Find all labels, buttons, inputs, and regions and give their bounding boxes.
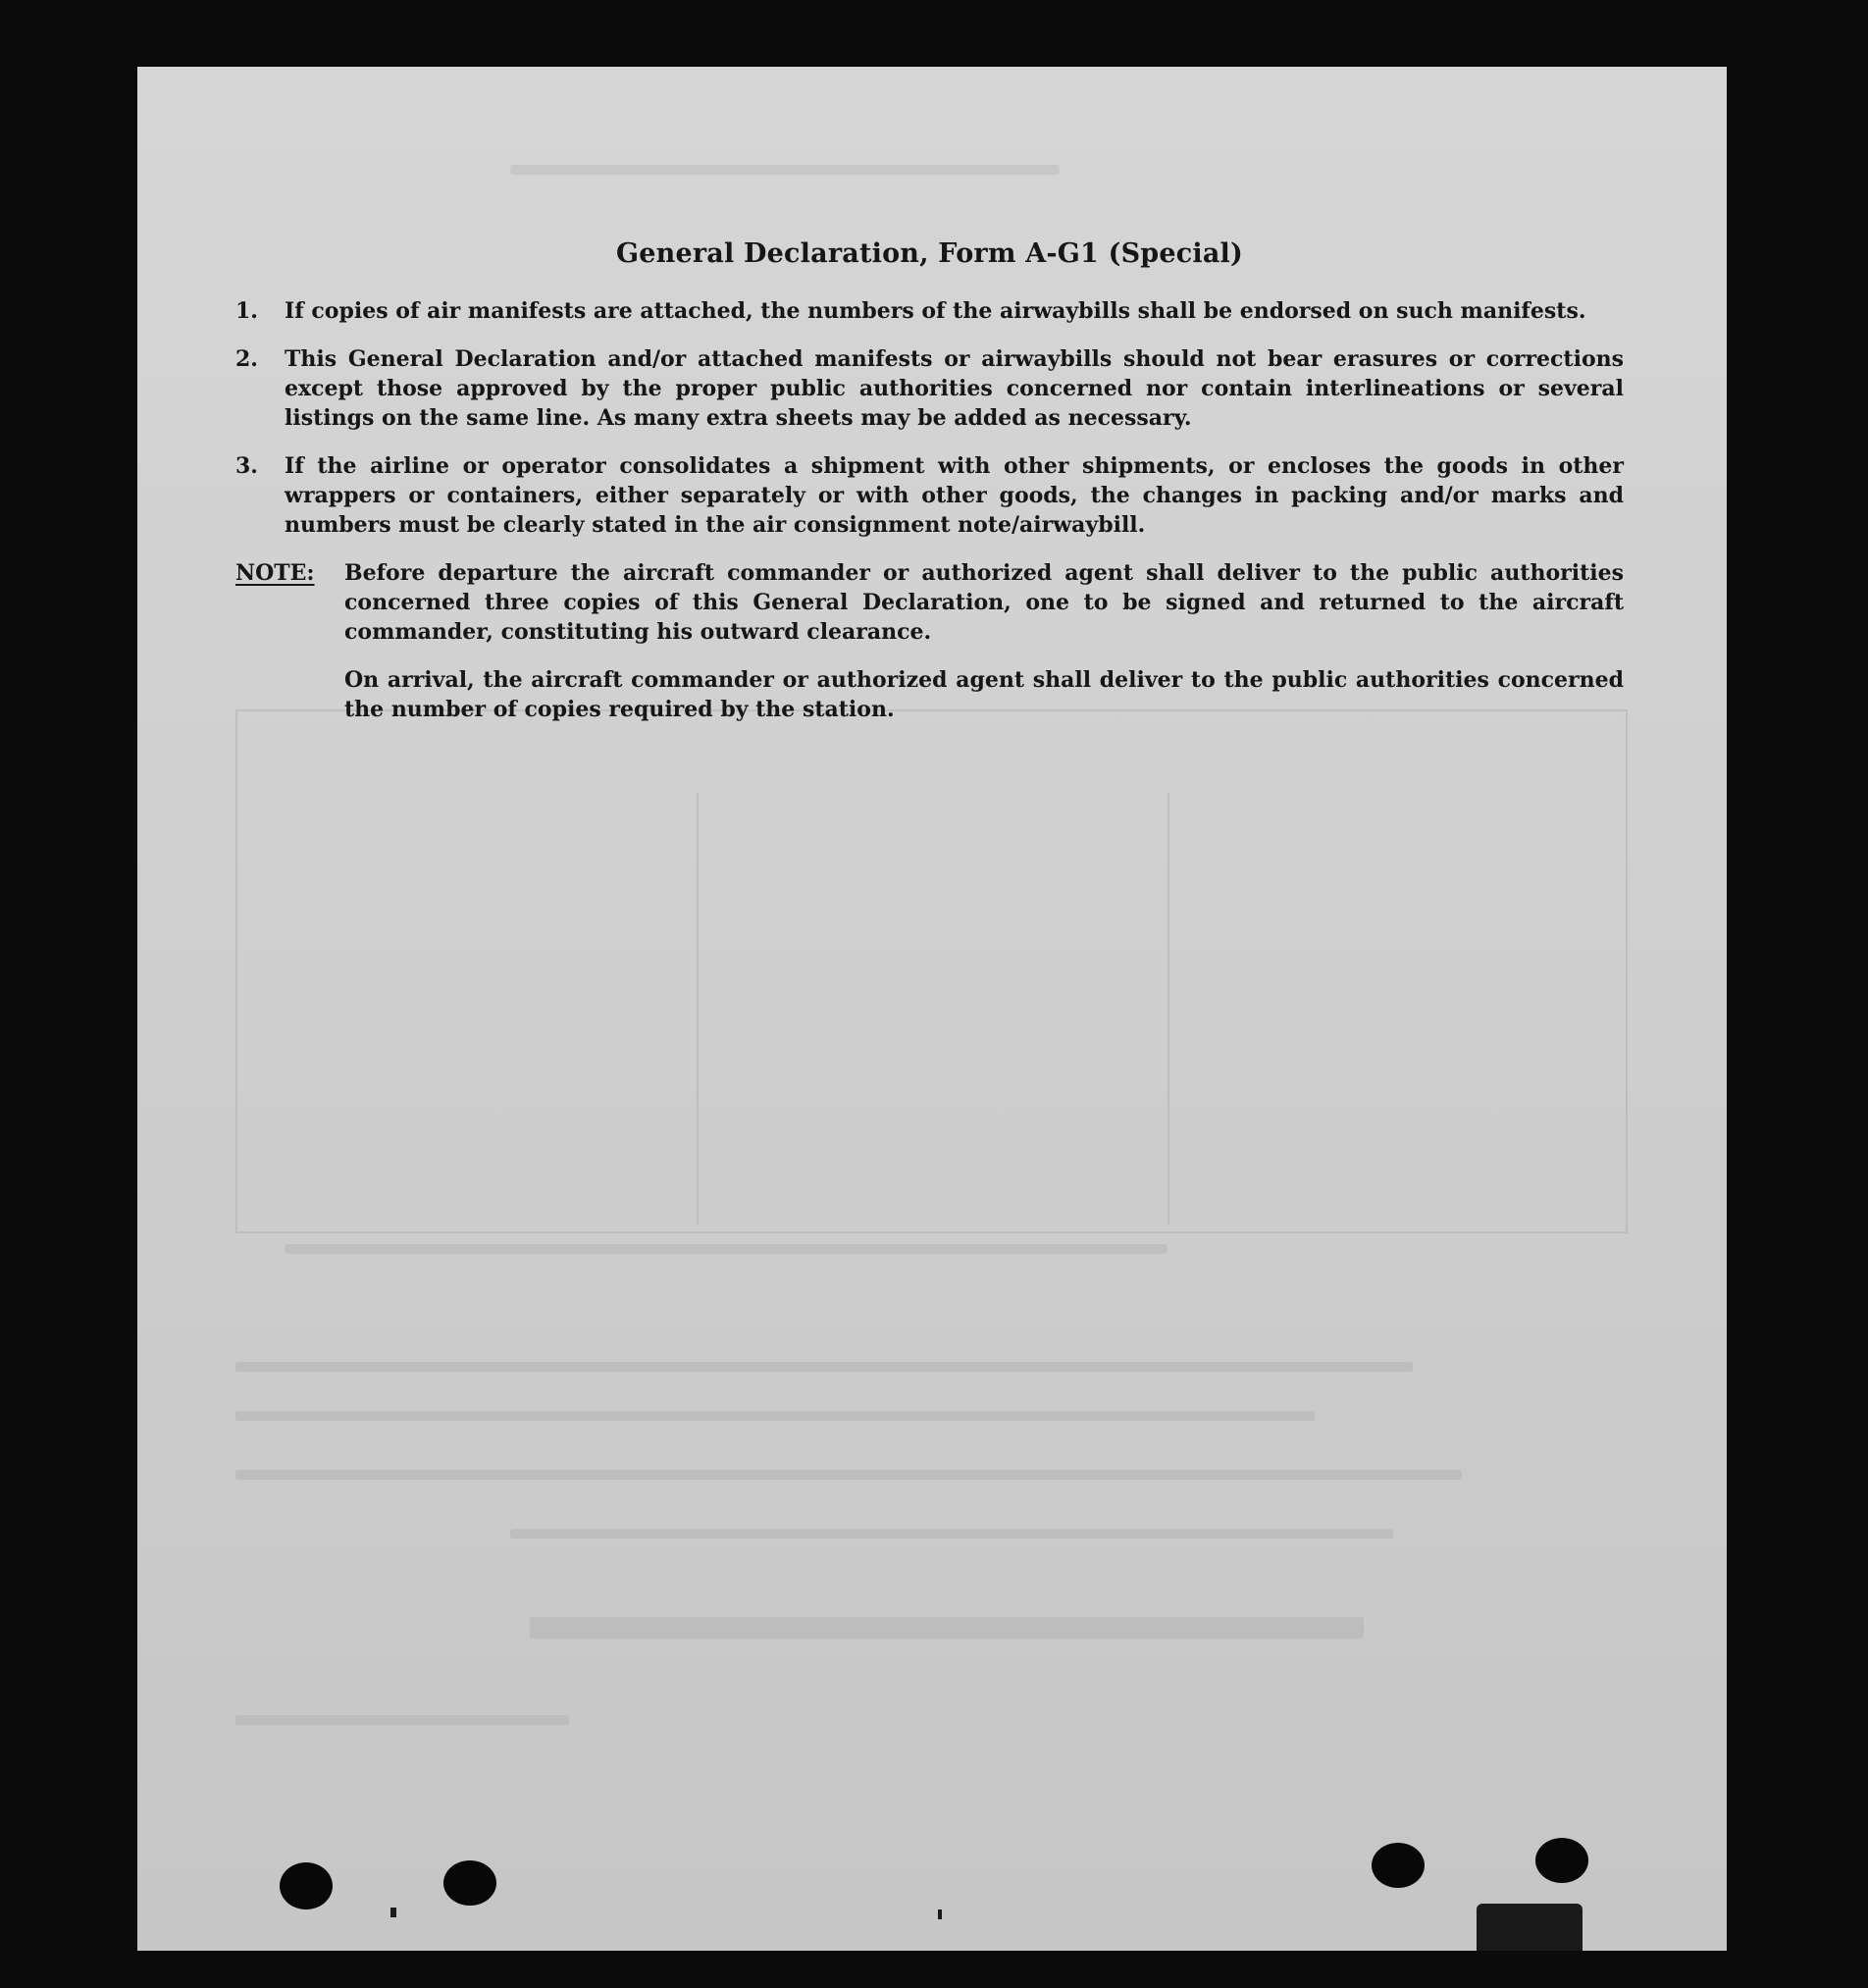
bleed-through-column-line: [697, 793, 699, 1225]
instruction-item: [235, 296, 1624, 326]
ink-speck: [938, 1910, 942, 1919]
bleed-through-text: [235, 1411, 1315, 1421]
punch-hole: [1535, 1838, 1588, 1883]
item-number: 3.: [235, 453, 258, 479]
ink-speck: [390, 1908, 396, 1917]
punch-hole: [280, 1862, 333, 1910]
note-block: [235, 665, 1624, 724]
bleed-through-text: [510, 1529, 1393, 1539]
item-number: 2.: [235, 346, 258, 372]
document-title: General Declaration, Form A-G1 (Special): [616, 238, 1243, 269]
item-number: 1.: [235, 298, 258, 324]
note-label: NOTE:: [235, 560, 315, 586]
instruction-item: [235, 344, 1624, 433]
item-text: This General Declaration and/or attached manifests or airwaybills should not bear erasures or corrections except those approved by the proper public authorities concerned nor contain interlineations or several listings on the same line. As many extra sheets may be added as necessary.: [285, 346, 1624, 431]
bleed-through-text: [510, 165, 1060, 175]
note-block: [235, 558, 1624, 647]
declaration-content: [235, 238, 1624, 743]
item-text: If the airline or operator consolidates a shipment with other shipments, or encloses the goods in other wrappers or containers, either separately or with other goods, the changes in packing and/or marks and numbers must be clearly stated in the air consignment note/airwaybill.: [285, 453, 1624, 538]
punch-hole: [1372, 1843, 1425, 1888]
document-page: [137, 67, 1727, 1951]
bleed-through-column-line: [1168, 793, 1169, 1225]
bleed-through-text: [530, 1617, 1364, 1639]
note-paragraph: Before departure the aircraft commander or authorized agent shall deliver to the public authorities concerned three copies of this General Declaration, one to be signed and returned to the aircraft commander, constituting his outward clearance.: [344, 560, 1624, 645]
bleed-through-text: [235, 1362, 1413, 1372]
bleed-through-form-box: [235, 709, 1628, 1233]
note-paragraph: On arrival, the aircraft commander or authorized agent shall deliver to the public authorities concerned the number of copies required by the station.: [344, 667, 1624, 722]
item-text: If copies of air manifests are attached, the numbers of the airwaybills shall be endorsed on such manifests.: [285, 298, 1586, 324]
punch-hole: [443, 1860, 496, 1906]
instruction-item: [235, 451, 1624, 540]
torn-edge: [1477, 1904, 1583, 1951]
bleed-through-text: [285, 1244, 1168, 1254]
bleed-through-text: [235, 1715, 569, 1725]
note-label-spacer: [235, 665, 344, 724]
bleed-through-text: [235, 1470, 1462, 1480]
